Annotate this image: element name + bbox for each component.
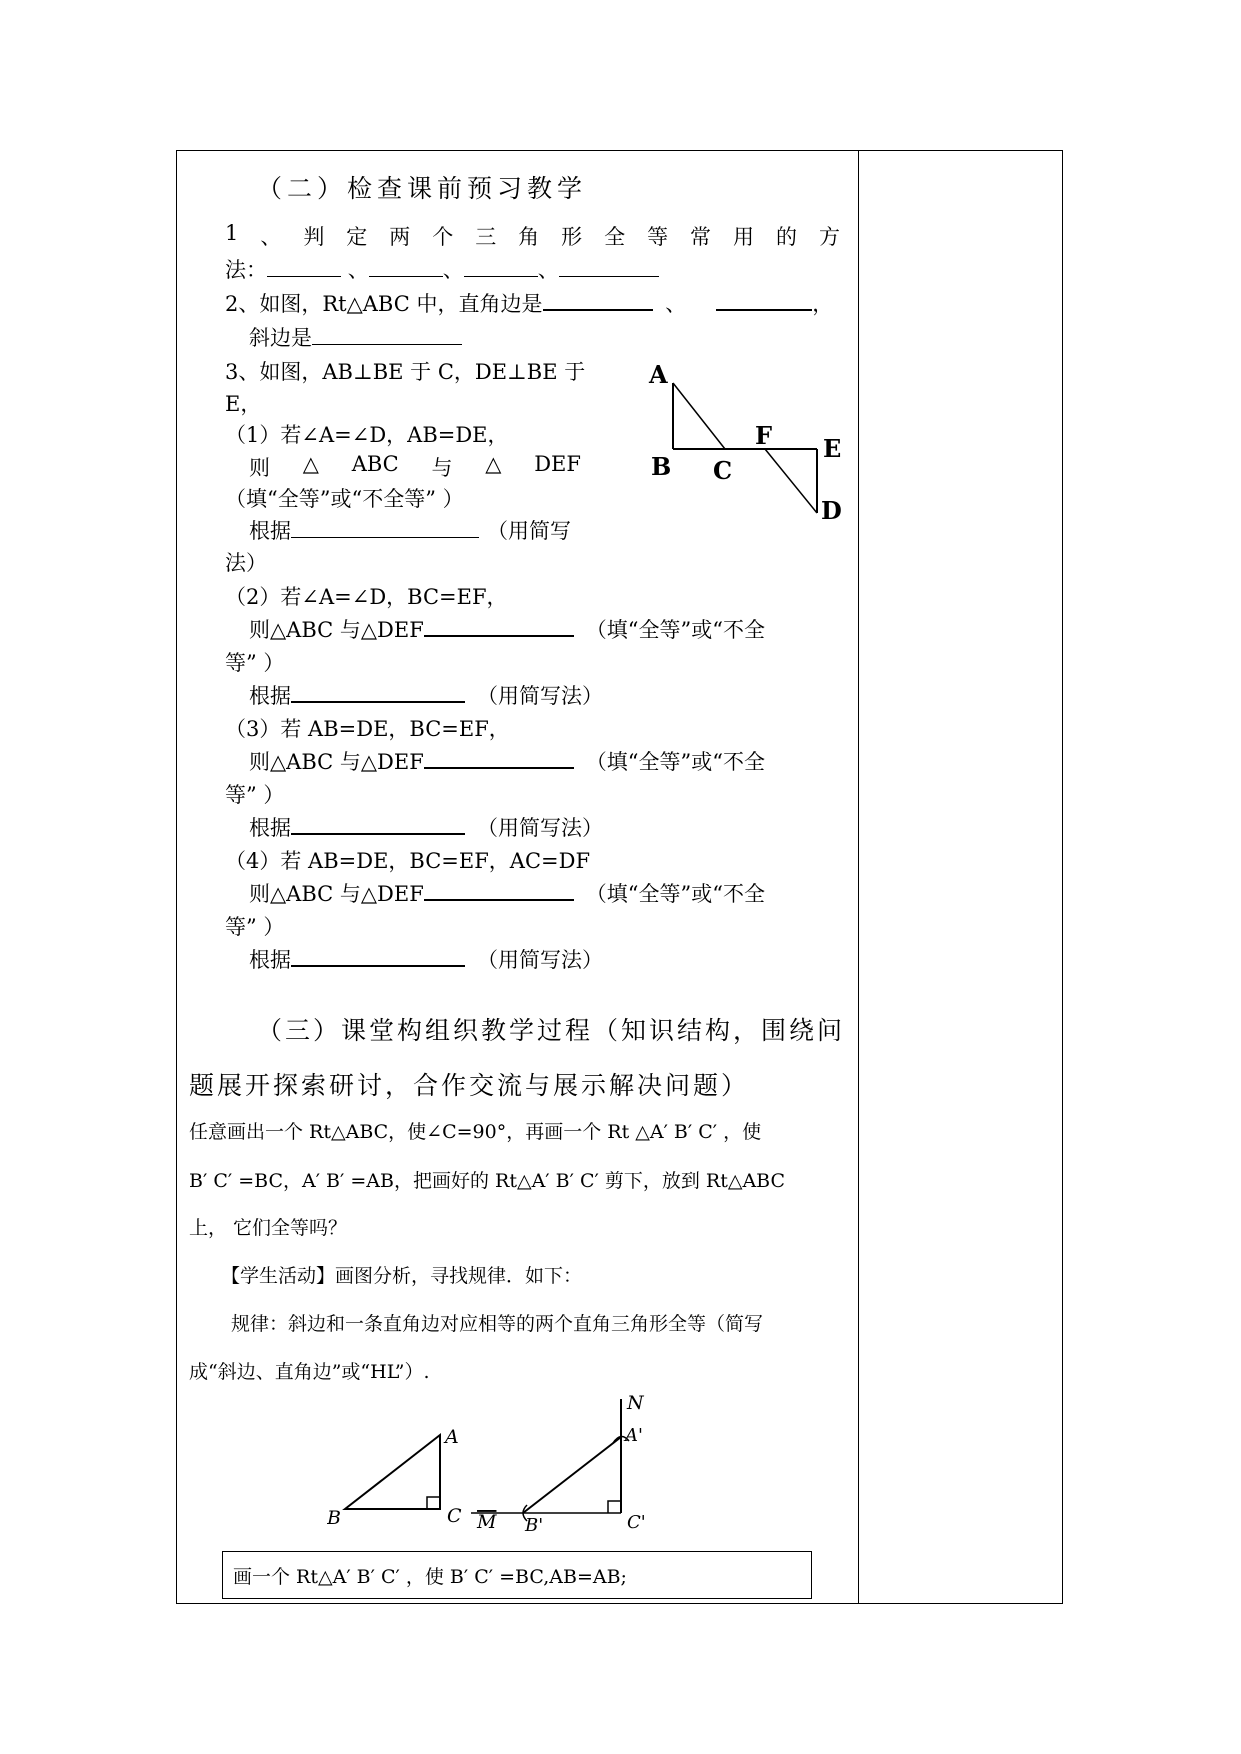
figure-hl-construction [327, 1391, 707, 1541]
basis-label: 根据 [249, 684, 291, 708]
triangle-abc [345, 1435, 440, 1509]
q2-end: ， [812, 292, 834, 316]
q3-part1-line2 [249, 452, 581, 482]
q3-part3-line [249, 746, 765, 776]
label-m: M [477, 1511, 497, 1533]
answer-blank[interactable] [291, 945, 465, 967]
answer-blank[interactable] [312, 324, 462, 345]
line-text: 则△ABC 与△DEF [249, 750, 424, 774]
answer-blank[interactable] [424, 879, 574, 901]
label-n: N [627, 1392, 644, 1414]
fill-hint: （填“全等”或“不全 [585, 882, 765, 906]
q1-line2 [225, 254, 659, 284]
q1-char: 用 [733, 225, 754, 249]
answer-blank[interactable] [716, 289, 812, 311]
q1-char: 形 [561, 225, 583, 249]
rule-line2: 成“斜边、直角边”或“HL”）. [189, 1361, 430, 1383]
q3-part3-condition: （3）若 AB=DE，BC=EF， [225, 717, 510, 741]
q1-line1 [225, 221, 840, 251]
word: △ [302, 452, 319, 476]
word: ABC [351, 452, 399, 476]
label-b: B [327, 1507, 341, 1529]
q2-text: 斜边是 [249, 326, 312, 350]
q3-part2-basis [249, 680, 603, 710]
q3-part2-condition: （2）若∠A=∠D，BC=EF， [225, 585, 508, 609]
label-c-prime: C' [627, 1512, 646, 1533]
q1-char: 两 [389, 225, 411, 249]
word: △ [485, 452, 502, 476]
label-a: A [445, 1426, 459, 1448]
basis-label: 根据 [249, 519, 291, 543]
answer-blank[interactable] [464, 256, 538, 277]
q3-part4-condition: （4）若 AB=DE，BC=EF，AC=DF [225, 849, 591, 873]
construction-note: 画一个 Rt△A′ B′ C′ ，使 B′ C′ =BC,AB=AB; [233, 1566, 627, 1588]
right-angle-mark [427, 1497, 440, 1509]
q3-part4-line [249, 878, 765, 908]
q2-sep: 、 [665, 292, 687, 316]
line-text: 则△ABC 与△DEF [249, 618, 424, 642]
q1-sep: 、 [537, 258, 559, 282]
q3-part4-fill2: 等” ） [225, 915, 285, 939]
section3-title-line2: 题展开探索研讨，合作交流与展示解决问题） [189, 1071, 750, 1100]
word: 与 [431, 456, 453, 480]
answer-blank[interactable] [424, 747, 574, 769]
label-c: C [447, 1505, 462, 1527]
column-divider [858, 151, 859, 1603]
lesson-table [176, 150, 1063, 1604]
q3-line2: E， [225, 392, 262, 416]
q1-char: 1 [225, 221, 239, 245]
q1-char: 全 [604, 225, 626, 249]
q1-char: 定 [346, 225, 368, 249]
label-b: B [651, 452, 672, 481]
q1-char: 三 [475, 225, 497, 249]
q1-char: 方 [818, 225, 840, 249]
q2-line1 [225, 288, 833, 318]
basis-label: 根据 [249, 816, 291, 840]
fill-hint: （填“全等”或“不全 [585, 750, 765, 774]
q2-line2 [249, 322, 462, 352]
label-a: A [649, 360, 668, 389]
basis-note: （用简写法） [477, 948, 603, 972]
q3-part1-fill-hint: （填“全等”或“不全等” ） [225, 487, 464, 511]
label-f: F [755, 421, 773, 450]
segment-fd [765, 449, 817, 513]
q1-prefix: 法： [225, 258, 267, 282]
figure-triangles-abc-def [637, 341, 857, 521]
section2-title: （二）检查课前预习教学 [257, 174, 588, 203]
basis-note: （用简写法） [477, 816, 603, 840]
para1-line3: 上， 它们全等吗？ [189, 1217, 348, 1239]
student-activity: 【学生活动】画图分析，寻找规律．如下： [221, 1265, 583, 1287]
q1-char: 判 [303, 225, 325, 249]
q1-char: 个 [432, 225, 454, 249]
section3-title-line1: （三）课堂构组织教学过程（知识结构，围绕问 [257, 1016, 846, 1045]
q3-line1: 3、如图，AB⊥BE 于 C，DE⊥BE 于 [225, 360, 586, 384]
basis-note: （用简写法） [477, 684, 603, 708]
answer-blank[interactable] [424, 615, 574, 637]
para1-line1: 任意画出一个 Rt△ABC，使∠C=90°，再画一个 Rt △A′ B′ C′ ，使 [189, 1121, 762, 1143]
line-text: 则△ABC 与△DEF [249, 882, 424, 906]
word: DEF [534, 452, 581, 476]
answer-blank[interactable] [369, 256, 443, 277]
answer-blank[interactable] [267, 256, 341, 277]
q3-part1-note2: 法） [225, 551, 267, 575]
segment-a2b2 [523, 1437, 621, 1513]
q3-part1-condition: （1）若∠A=∠D，AB=DE， [225, 423, 509, 447]
q3-part2-line [249, 614, 765, 644]
q1-char: 等 [647, 225, 669, 249]
q1-char: 角 [518, 225, 540, 249]
q3-part1-basis [249, 515, 571, 545]
q3-part4-basis [249, 944, 603, 974]
basis-note: （用简写 [487, 519, 571, 543]
q1-char: 、 [260, 225, 282, 249]
word: 则 [249, 456, 270, 480]
answer-blank[interactable] [291, 517, 479, 538]
q1-char: 的 [775, 225, 797, 249]
q3-part2-fill2: 等” ） [225, 651, 285, 675]
q1-sep: 、 [347, 258, 369, 282]
para1-line2: B′ C′ =BC，A′ B′ =AB，把画好的 Rt△A′ B′ C′ 剪下，放到 Rt△ABC [189, 1170, 786, 1192]
basis-label: 根据 [249, 948, 291, 972]
label-b-prime: B' [525, 1515, 544, 1536]
label-c: C [713, 456, 733, 485]
answer-blank[interactable] [291, 681, 465, 703]
segment-ac [673, 383, 725, 449]
q3-part3-basis [249, 812, 603, 842]
construction-note-box [222, 1551, 812, 1599]
label-d: D [821, 496, 842, 521]
right-angle-mark-2 [608, 1501, 621, 1513]
fill-hint: （填“全等”或“不全 [585, 618, 765, 642]
answer-blank[interactable] [291, 813, 465, 835]
label-a-prime: A' [625, 1425, 643, 1446]
q2-text: 2、如图，Rt△ABC 中，直角边是 [225, 292, 543, 316]
answer-blank[interactable] [543, 289, 653, 311]
q1-char: 常 [690, 225, 712, 249]
rule-line1: 规律：斜边和一条直角边对应相等的两个直角三角形全等（简写 [231, 1313, 764, 1335]
q1-sep: 、 [442, 258, 464, 282]
answer-blank[interactable] [559, 256, 659, 277]
q3-part3-fill2: 等” ） [225, 783, 285, 807]
label-e: E [823, 434, 842, 463]
